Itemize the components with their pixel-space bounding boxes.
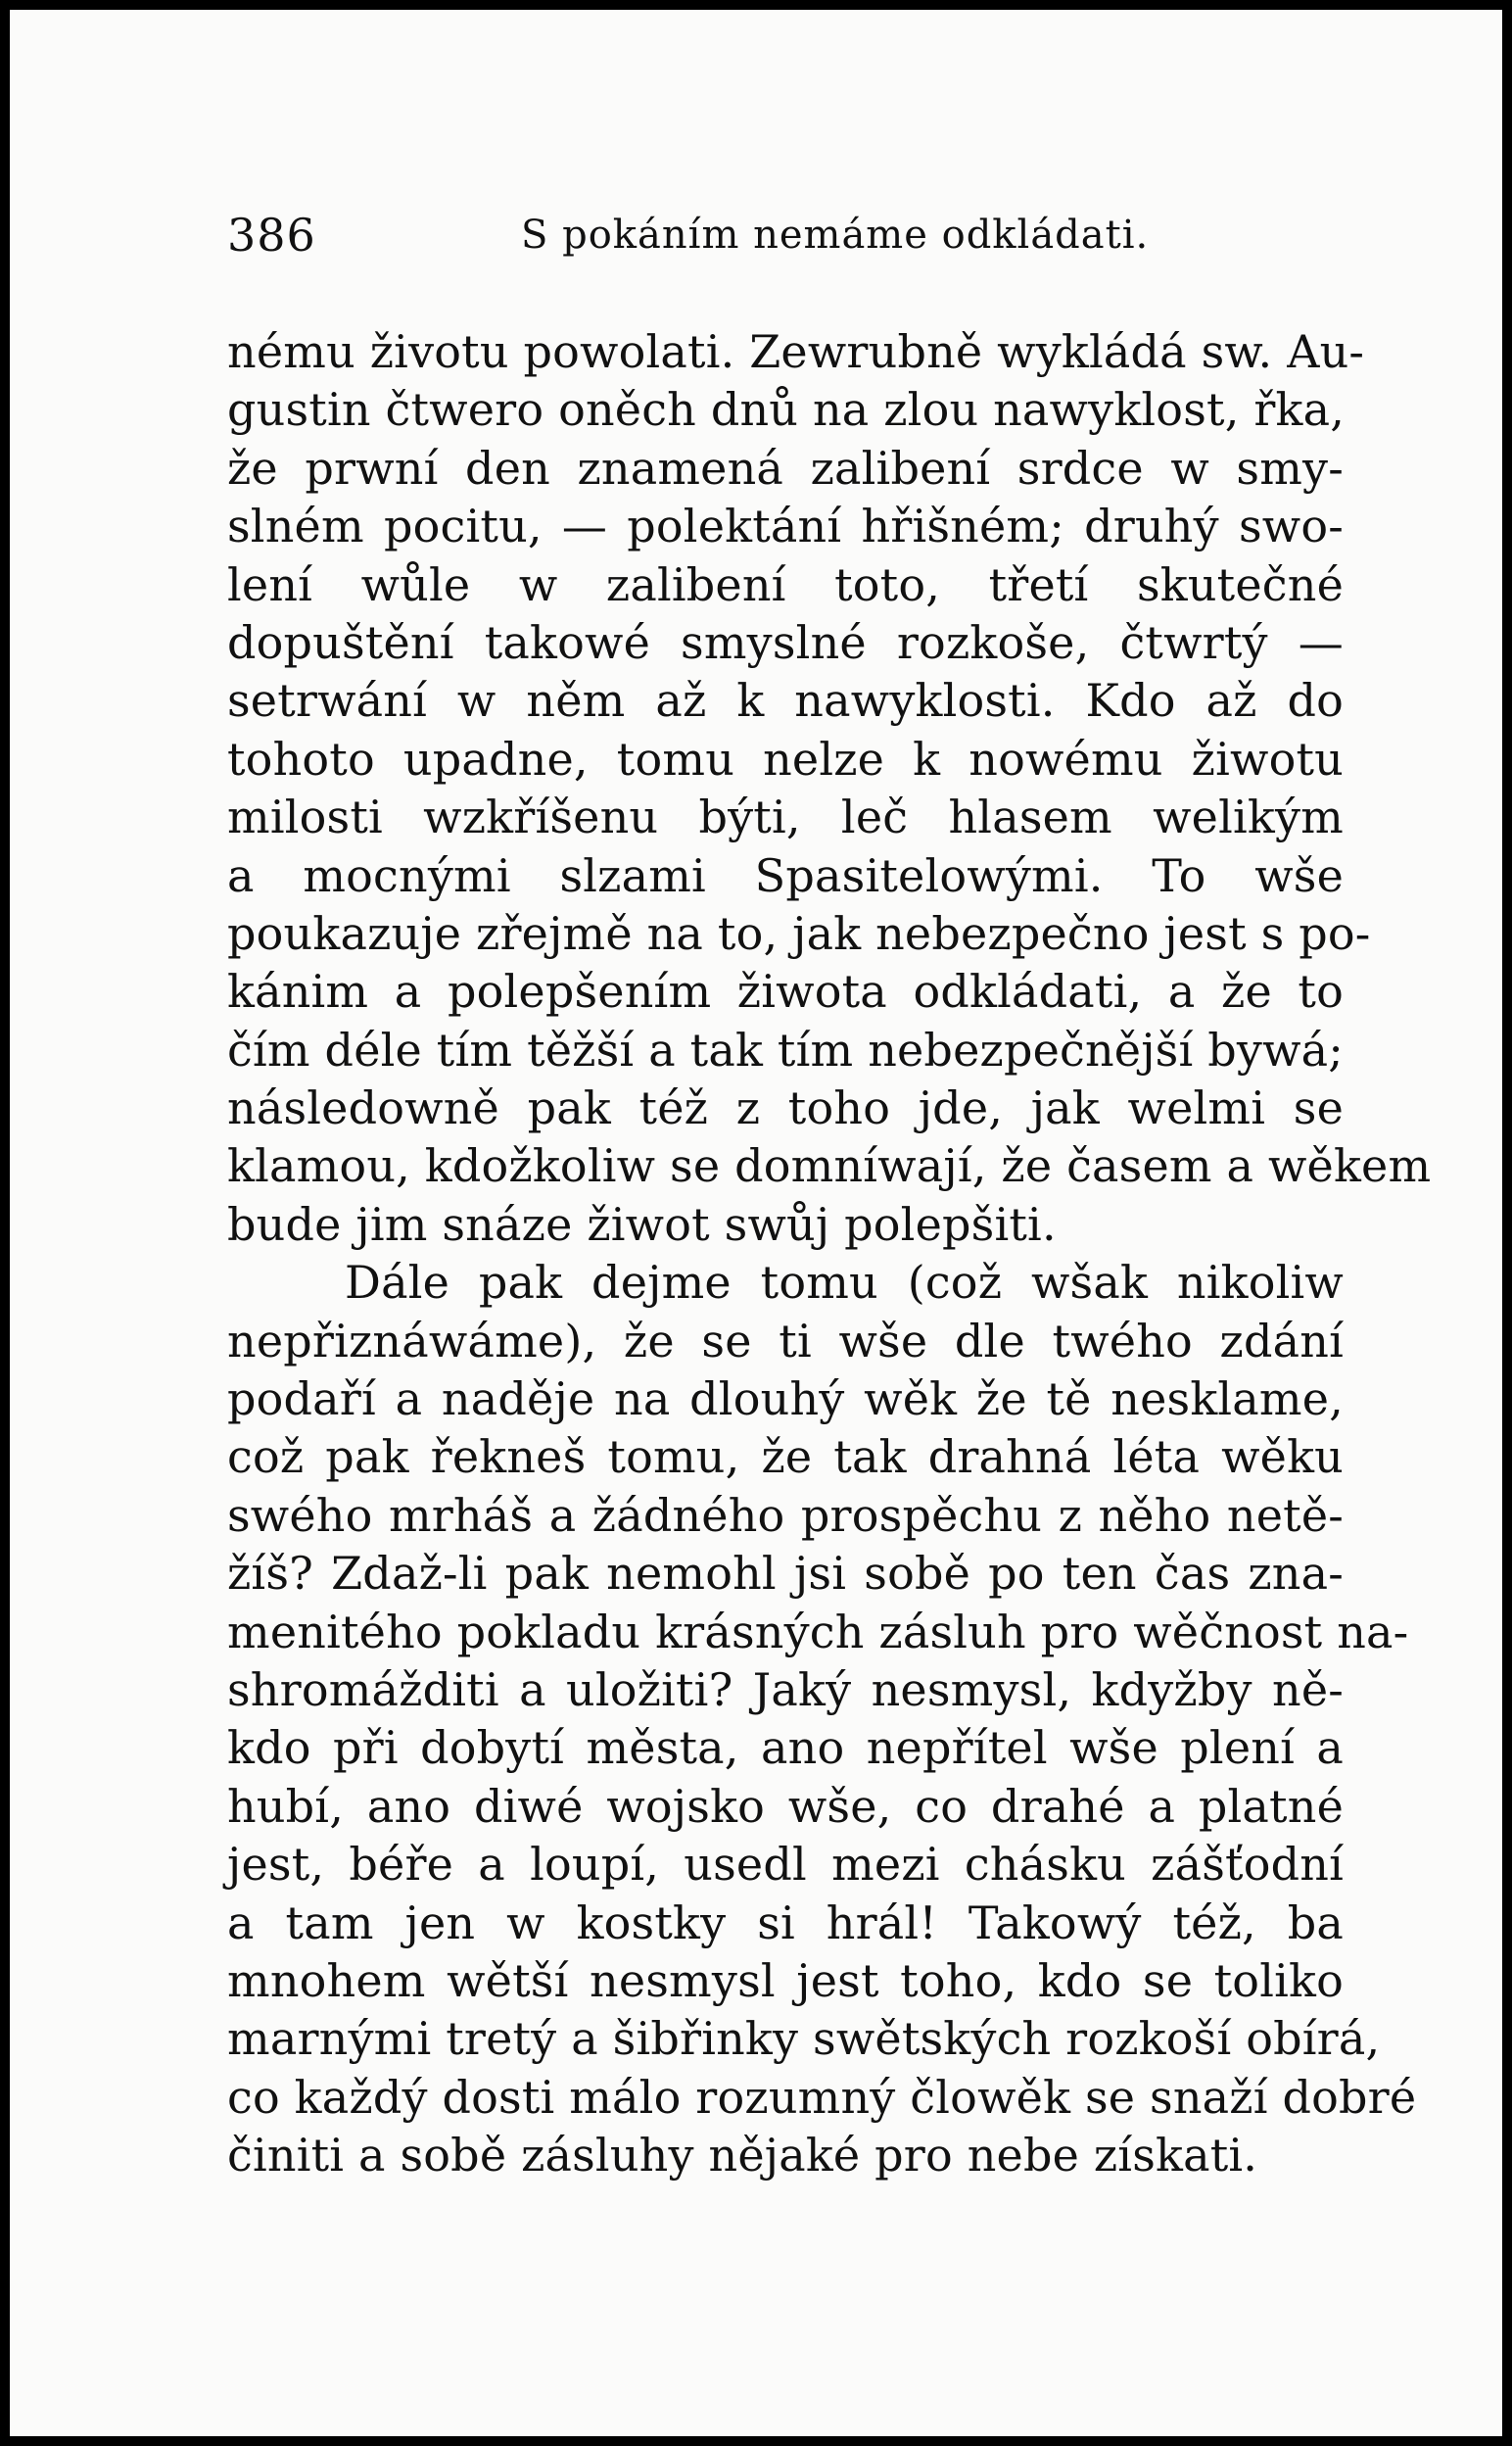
page-header [227, 206, 1344, 264]
text-line: hubí, ano diwé wojsko wše, co drahé a platné [227, 1779, 1344, 1833]
text-line: gustin čtwero oněch dnů na zlou nawyklost, řka, [227, 383, 1346, 437]
text-line: dopuštění takowé smyslné rozkoše, čtwrtý — [227, 615, 1344, 669]
text-line: žíš? Zdaž-li pak nemohl jsi sobě po ten čas zna- [227, 1547, 1344, 1601]
text-line: tohoto upadne, tomu nelze k nowému žiwotu [227, 732, 1344, 786]
text-line: lení wůle w zalibení toto, třetí skutečné [227, 557, 1344, 611]
text-line: mnohem wětší nesmysl jest toho, kdo se toliko [227, 1953, 1344, 2007]
text-line: nepřiznáwáme), že se ti wše dle twého zdání [227, 1314, 1344, 1367]
text-line: podaří a naděje na dlouhý wěk že tě nesklame, [227, 1372, 1344, 1426]
text-line: co každý dosti málo rozumný člowěk se snaží dobré [227, 2070, 1417, 2124]
text-line: slném pocitu, — polektání hřišném; druhý swo- [227, 500, 1344, 553]
text-line: Dále pak dejme tomu (což wšak nikoliw [345, 1256, 1344, 1310]
text-line: čím déle tím těžší a tak tím nebezpečnější bywá; [227, 1023, 1344, 1077]
text-line: kdo při dobytí města, ano nepřítel wše plení a [227, 1721, 1344, 1775]
text-line: shromážditi a uložiti? Jaký nesmysl, kdyžby ně- [227, 1662, 1344, 1716]
text-line: a mocnými slzami Spasitelowými. To wše [227, 848, 1344, 902]
text-line: swého mrháš a žádného prospěchu z něho netě- [227, 1488, 1344, 1542]
text-line: následowně pak též z toho jde, jak welmi se [227, 1081, 1344, 1135]
text-line: klamou, kdožkoliw se domníwají, že časem a wěkem [227, 1139, 1432, 1193]
running-title: S pokáním nemáme odkládati. [521, 213, 1150, 258]
text-line: nému životu powolati. Zewrubně wykládá sw. Au- [227, 325, 1365, 378]
text-line: poukazuje zřejmě na to, jak nebezpečno jest s po- [227, 906, 1371, 960]
text-line: kánim a polepšením žiwota odkládati, a že to [227, 965, 1344, 1019]
text-line: a tam jen w kostky si hrál! Takowý též, ba [227, 1895, 1344, 1949]
text-line: bude jim snáze žiwot swůj polepšiti. [227, 1197, 1057, 1251]
page-number: 386 [227, 209, 316, 262]
body-text [227, 323, 1432, 2185]
book-page [10, 10, 1502, 2436]
text-line: marnými tretý a šibřinky swětských rozkoší obírá, [227, 2012, 1381, 2066]
text-line: milosti wzkříšenu býti, leč hlasem welikým [227, 791, 1344, 844]
text-line: činiti a sobě zásluhy nějaké pro nebe získati. [227, 2129, 1258, 2182]
text-line: jest, béře a loupí, usedl mezi chásku zášťodní [227, 1838, 1344, 1892]
text-line: setrwání w něm až k nawyklosti. Kdo až do [227, 674, 1344, 728]
text-line: což pak řekneš tomu, že tak drahná léta wěku [227, 1430, 1344, 1484]
text-line: že prwní den znamená zalibení srdce w smy- [227, 441, 1344, 495]
text-line: menitého pokladu krásných zásluh pro wěčnost na- [227, 1605, 1409, 1658]
